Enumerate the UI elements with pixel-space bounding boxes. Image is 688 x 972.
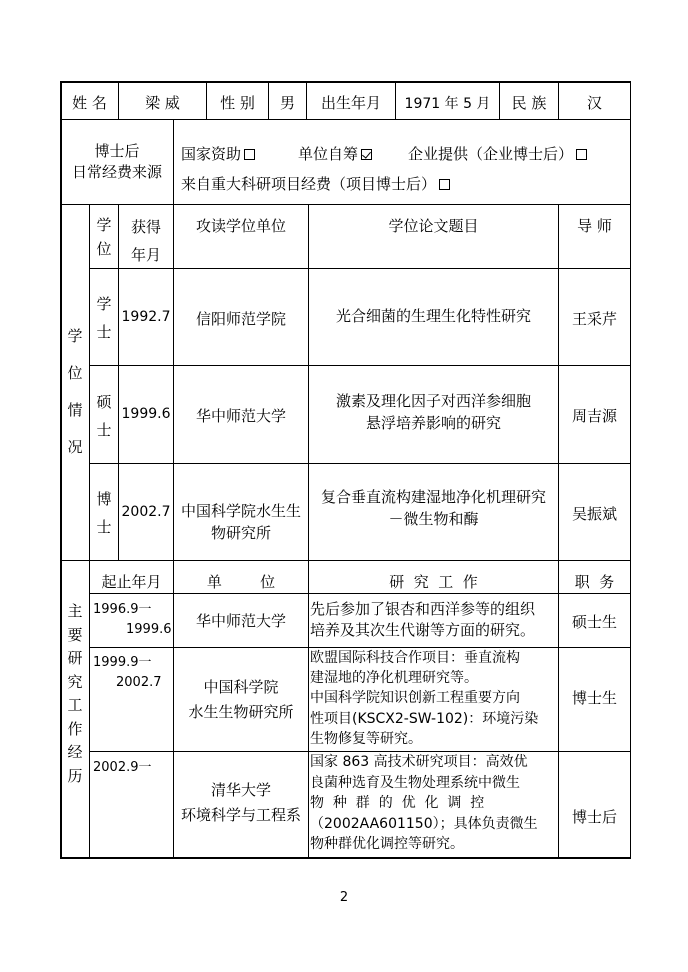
research-period-end: 2002.7 bbox=[116, 675, 162, 690]
section-label-char: 工 bbox=[67, 696, 83, 714]
funding-option-label: 来自重大科研项目经费（项目博士后） bbox=[181, 175, 437, 193]
degree-institution bbox=[174, 500, 308, 544]
section-label-char: 主 bbox=[67, 602, 83, 620]
birth-value: 1971 年 5 月 bbox=[404, 96, 491, 112]
degree-type bbox=[90, 290, 118, 346]
research-period-start: 2002.9一 bbox=[93, 760, 152, 775]
degree-char: 士 bbox=[96, 323, 112, 341]
work-line: 中国科学院知识创新工程重要方向 bbox=[310, 690, 520, 707]
table-border-right bbox=[630, 81, 632, 858]
grid-line bbox=[89, 463, 631, 464]
section-label-char: 况 bbox=[67, 438, 83, 456]
checkbox-icon[interactable] bbox=[244, 149, 255, 160]
funding-option-national[interactable] bbox=[181, 143, 255, 164]
degree-char: 士 bbox=[96, 421, 112, 439]
research-header-work: 研 究 工 作 bbox=[389, 573, 478, 591]
research-header-period: 起止年月 bbox=[101, 573, 162, 591]
funding-option-enterprise[interactable] bbox=[408, 143, 587, 164]
grid-line bbox=[89, 593, 631, 594]
section-label-char: 要 bbox=[67, 625, 83, 644]
thesis-line: 悬浮培养影响的研究 bbox=[365, 414, 501, 432]
degree-year: 2002.7 bbox=[121, 504, 171, 520]
name-value: 梁 威 bbox=[145, 94, 180, 112]
section-label-char: 研 bbox=[67, 649, 83, 667]
research-section-label bbox=[61, 600, 89, 788]
research-period-start: 1999.9一 bbox=[93, 655, 152, 670]
degree-advisor: 周吉源 bbox=[571, 407, 617, 425]
research-work bbox=[310, 599, 535, 641]
degree-advisor: 王采芹 bbox=[571, 310, 617, 328]
section-label-char: 历 bbox=[67, 766, 83, 785]
thesis-line: 激素及理化因子对西洋参细胞 bbox=[335, 392, 531, 410]
degree-header-advisor: 导 师 bbox=[577, 217, 612, 235]
funding-option-label: 国家资助 bbox=[181, 145, 242, 163]
sex-label: 性 别 bbox=[220, 94, 255, 112]
ethnic-value: 汉 bbox=[586, 94, 602, 112]
section-label-char: 学 bbox=[67, 327, 83, 345]
degree-header-year bbox=[119, 213, 173, 269]
degree-type bbox=[90, 485, 118, 541]
work-line: 良菌种选育及生物处理系统中微生 bbox=[310, 774, 520, 791]
header-line: 年月 bbox=[130, 246, 161, 264]
degree-thesis: 光合细菌的生理生化特性研究 bbox=[335, 307, 531, 325]
research-period-start: 1996.9一 bbox=[93, 602, 152, 617]
work-line: 欧盟国际科技合作项目：垂直流构 bbox=[310, 650, 520, 666]
research-unit bbox=[174, 778, 308, 828]
degree-type bbox=[90, 388, 118, 444]
work-line: 先后参加了银杏和西洋参等的组织 bbox=[310, 600, 536, 618]
degree-advisor: 吴振斌 bbox=[571, 505, 617, 523]
grid-line bbox=[308, 560, 309, 857]
research-work bbox=[310, 648, 538, 749]
institution-line: 物研究所 bbox=[210, 524, 271, 542]
degree-header-institution: 攻读学位单位 bbox=[195, 217, 286, 235]
table-border-top bbox=[60, 81, 631, 83]
grid-line bbox=[60, 204, 631, 205]
degree-institution: 华中师范大学 bbox=[195, 407, 286, 425]
ethnic-label: 民 族 bbox=[511, 94, 547, 112]
funding-option-project[interactable] bbox=[181, 173, 450, 194]
work-line: 生物修复等研究。 bbox=[310, 730, 422, 747]
degree-year: 1999.6 bbox=[121, 406, 171, 422]
degree-char: 士 bbox=[96, 518, 112, 536]
header-line: 获得 bbox=[130, 218, 161, 236]
degree-year: 1992.7 bbox=[121, 309, 171, 325]
work-line: （2002AA601150）；具体负责微生 bbox=[310, 815, 538, 832]
thesis-line: －微生物和酶 bbox=[388, 510, 479, 528]
research-unit: 华中师范大学 bbox=[195, 612, 286, 630]
work-line: 性项目(KSCX2-SW-102)：环境污染 bbox=[310, 710, 539, 727]
research-header-unit: 单 位 bbox=[206, 573, 276, 591]
unit-line: 水生生物研究所 bbox=[188, 703, 294, 721]
degree-header-thesis: 学位论文题目 bbox=[388, 217, 479, 235]
work-line: 物 种 群 的 优 化 调 控 bbox=[310, 795, 485, 811]
research-unit bbox=[174, 675, 308, 725]
degree-institution: 信阳师范学院 bbox=[195, 310, 286, 328]
birth-label: 出生年月 bbox=[320, 94, 381, 112]
section-label-char: 位 bbox=[67, 364, 83, 382]
degree-char: 博 bbox=[96, 490, 112, 508]
checked-checkbox-icon[interactable] bbox=[361, 149, 372, 160]
research-position: 博士生 bbox=[571, 689, 617, 707]
research-period-end: 1999.6 bbox=[126, 622, 172, 637]
degree-char: 学 bbox=[96, 295, 112, 313]
research-work bbox=[310, 752, 538, 855]
section-label-char: 作 bbox=[67, 719, 83, 738]
section-label-char: 经 bbox=[67, 743, 83, 761]
header-char: 位 bbox=[96, 240, 112, 258]
table-border-bottom bbox=[60, 857, 631, 859]
degree-char: 硕 bbox=[96, 393, 112, 411]
section-label-char: 究 bbox=[67, 672, 83, 691]
section-label-char: 情 bbox=[67, 401, 83, 419]
funding-label-line: 博士后 bbox=[94, 142, 140, 160]
degree-section-label bbox=[61, 318, 89, 466]
funding-label-line: 日常经费来源 bbox=[71, 163, 162, 181]
grid-line bbox=[173, 119, 174, 205]
funding-option-label: 企业提供（企业博士后） bbox=[408, 145, 574, 163]
checkbox-icon[interactable] bbox=[576, 149, 587, 160]
work-line: 建湿地的净化机理研究等。 bbox=[310, 670, 478, 687]
research-position: 硕士生 bbox=[571, 613, 617, 631]
work-line: 国家 863 高技术研究项目：高效优 bbox=[310, 754, 528, 770]
research-position: 博士后 bbox=[571, 808, 617, 826]
work-line: 培养及其次生代谢等方面的研究。 bbox=[310, 621, 536, 639]
grid-line bbox=[60, 560, 631, 561]
unit-line: 中国科学院 bbox=[203, 678, 279, 696]
funding-option-label: 单位自筹 bbox=[298, 145, 359, 163]
unit-line: 环境科学与工程系 bbox=[180, 806, 301, 824]
unit-line: 清华大学 bbox=[210, 781, 271, 799]
work-line: 物种群优化调控等研究。 bbox=[310, 836, 464, 852]
degree-header-degree bbox=[90, 213, 118, 261]
grid-line bbox=[60, 119, 631, 120]
header-char: 学 bbox=[96, 216, 112, 234]
name-label: 姓 名 bbox=[72, 94, 107, 112]
degree-thesis bbox=[309, 390, 558, 434]
sex-value: 男 bbox=[279, 94, 295, 112]
degree-thesis bbox=[309, 486, 558, 530]
institution-line: 中国科学院水生生 bbox=[180, 502, 301, 520]
page-number: 2 bbox=[339, 890, 349, 905]
funding-option-self[interactable] bbox=[298, 143, 372, 164]
checkbox-icon[interactable] bbox=[439, 179, 450, 190]
funding-label bbox=[61, 141, 173, 183]
thesis-line: 复合垂直流构建湿地净化机理研究 bbox=[320, 488, 546, 506]
research-header-position: 职 务 bbox=[574, 573, 615, 591]
grid-line bbox=[89, 365, 631, 366]
